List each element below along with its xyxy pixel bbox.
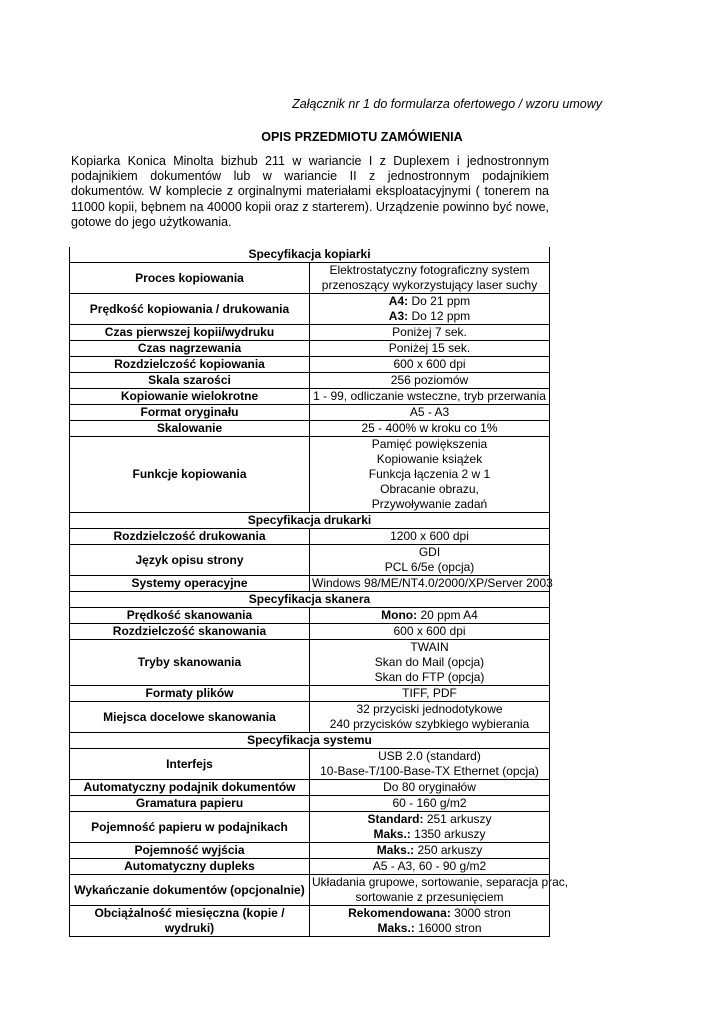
value-text: A5 - A3	[409, 405, 450, 419]
value-line	[312, 357, 547, 372]
section-title: Specyfikacja drukarki	[70, 513, 550, 529]
parameter-value	[310, 640, 550, 686]
table-row	[70, 749, 550, 780]
value-text: GDI	[418, 545, 441, 559]
table-row	[70, 843, 550, 859]
parameter-label: Gramatura papieru	[70, 796, 310, 812]
value-key: Maks.:	[373, 827, 411, 841]
value-line	[312, 373, 547, 388]
parameter-value	[310, 421, 550, 437]
parameter-value	[310, 749, 550, 780]
value-text: 240 przycisków szybkiego wybierania	[329, 717, 530, 731]
table-row	[70, 294, 550, 325]
value-text: 1350 arkuszy	[410, 827, 486, 841]
value-line	[312, 702, 547, 717]
table-row	[70, 341, 550, 357]
specification-table	[69, 247, 569, 937]
table-row	[70, 702, 550, 733]
section-header-row	[70, 247, 550, 263]
parameter-value	[310, 294, 550, 325]
value-text: 10-Base-T/100-Base-TX Ethernet (opcja)	[320, 764, 539, 778]
parameter-label: Rozdzielczość drukowania	[70, 529, 310, 545]
value-text: Do 80 oryginałów	[383, 780, 476, 794]
parameter-label: Automatyczny podajnik dokumentów	[70, 780, 310, 796]
table-row	[70, 263, 550, 294]
value-line	[312, 749, 547, 764]
parameter-label: Obciążalność miesięczna (kopie / wydruki)	[70, 906, 310, 937]
parameter-value	[310, 437, 550, 513]
intro-paragraph: Kopiarka Konica Minolta bizhub 211 w wariancie I z Duplexem i jednostronnym podajnikiem dokumentów lub w wariancie II z jednostronnym podajnikiem dokumentów. W komplecie z orginalnymi materiałami eksploatacyjnymi ( tonerem na 11000 kopii, bębnem na 40000 kopii oraz z starterem). Urządzenie powinno być nowe, gotowe do jego użytkowania.	[71, 154, 549, 229]
table-row	[70, 875, 550, 906]
value-key: Mono:	[381, 608, 418, 622]
value-line	[312, 827, 547, 842]
table-row	[70, 545, 550, 576]
value-text: Poniżej 7 sek.	[392, 325, 467, 339]
parameter-value	[310, 702, 550, 733]
parameter-label: Format oryginału	[70, 405, 310, 421]
parameter-value	[310, 357, 550, 373]
value-line	[312, 906, 547, 921]
value-line	[312, 859, 547, 874]
parameter-label: Język opisu strony	[70, 545, 310, 576]
section-header-row	[70, 513, 550, 529]
parameter-value	[310, 812, 550, 843]
value-line	[312, 405, 547, 420]
value-line	[312, 875, 569, 890]
value-line	[312, 670, 547, 685]
value-line	[312, 717, 547, 732]
parameter-label: Formaty plików	[70, 686, 310, 702]
parameter-label: Prędkość skanowania	[70, 608, 310, 624]
parameter-label: Kopiowanie wielokrotne	[70, 389, 310, 405]
parameter-label: Miejsca docelowe skanowania	[70, 702, 310, 733]
parameter-value	[310, 325, 550, 341]
parameter-value	[310, 341, 550, 357]
parameter-value	[310, 859, 550, 875]
value-text: przenoszący wykorzystujący laser suchy	[321, 278, 538, 292]
value-text: sortowanie z przesunięciem	[355, 890, 504, 904]
value-line	[312, 294, 547, 309]
parameter-value	[310, 529, 550, 545]
value-text: Skan do FTP (opcja)	[374, 670, 485, 684]
table-row	[70, 421, 550, 437]
value-line	[312, 890, 547, 905]
value-line	[312, 497, 547, 512]
parameter-label: Automatyczny dupleks	[70, 859, 310, 875]
value-text: 32 przyciski jednodotykowe	[356, 702, 503, 716]
value-text: Do 21 ppm	[408, 294, 471, 308]
section-header-row	[70, 733, 550, 749]
parameter-value	[310, 608, 550, 624]
value-line	[312, 278, 547, 293]
value-text: 250 arkuszy	[414, 843, 483, 857]
table-row	[70, 608, 550, 624]
parameter-value	[310, 389, 550, 405]
value-key: Standard:	[367, 812, 424, 826]
value-text: 3000 stron	[450, 906, 511, 920]
value-text: TIFF, PDF	[402, 686, 457, 700]
table-row	[70, 780, 550, 796]
value-text: USB 2.0 (standard)	[378, 749, 481, 763]
parameter-label: Czas pierwszej kopii/wydruku	[70, 325, 310, 341]
value-key: A3:	[388, 309, 409, 323]
value-text: PCL 6/5e (opcja)	[384, 560, 475, 574]
value-line	[312, 421, 547, 436]
table-row	[70, 389, 550, 405]
value-line	[312, 624, 547, 639]
value-line	[312, 467, 547, 482]
parameter-value	[310, 624, 550, 640]
value-key: Maks.:	[376, 843, 415, 857]
parameter-label: Skala szarości	[70, 373, 310, 389]
value-key: A4:	[388, 294, 409, 308]
parameter-value	[310, 545, 550, 576]
parameter-label: Pojemność papieru w podajnikach	[70, 812, 310, 843]
value-text: TWAIN	[410, 640, 449, 654]
value-text: 16000 stron	[414, 921, 482, 935]
value-text: 25 - 400% w kroku co 1%	[361, 421, 498, 435]
value-text: Obracanie obrazu,	[380, 482, 479, 496]
value-text: 600 x 600 dpi	[393, 624, 466, 638]
value-line	[312, 437, 547, 452]
section-header-row	[70, 592, 550, 608]
parameter-value	[310, 576, 553, 592]
table-row	[70, 640, 550, 686]
table-row	[70, 796, 550, 812]
value-text: Przywoływanie zadań	[371, 497, 488, 511]
value-text: Windows 98/ME/NT4.0/2000/XP/Server 2003	[312, 576, 553, 590]
value-line	[312, 263, 547, 278]
value-line	[312, 389, 547, 404]
value-text: A5 - A3, 60 - 90 g/m2	[372, 859, 487, 873]
table-row	[70, 325, 550, 341]
value-text: Elektrostatyczny fotograficzny system	[329, 263, 530, 277]
value-line	[312, 796, 547, 811]
value-text: 1 - 99, odliczanie wsteczne, tryb przerwania	[313, 389, 546, 403]
value-line	[312, 640, 547, 655]
annex-note: Załącznik nr 1 do formularza ofertowego / wzoru umowy	[292, 97, 602, 111]
value-line	[312, 921, 547, 936]
parameter-value	[310, 373, 550, 389]
parameter-label: Czas nagrzewania	[70, 341, 310, 357]
table-row	[70, 812, 550, 843]
parameter-label: Proces kopiowania	[70, 263, 310, 294]
value-line	[312, 341, 547, 356]
parameter-label: Prędkość kopiowania / drukowania	[70, 294, 310, 325]
parameter-value	[310, 405, 550, 421]
value-line	[312, 482, 547, 497]
value-line	[312, 780, 547, 795]
value-line	[312, 452, 547, 467]
value-line	[312, 812, 547, 827]
value-text: 60 - 160 g/m2	[392, 796, 467, 810]
value-text: 20 ppm A4	[417, 608, 478, 622]
parameter-label: Pojemność wyjścia	[70, 843, 310, 859]
document-title: OPIS PRZEDMIOTU ZAMÓWIENIA	[261, 130, 463, 144]
parameter-label: Tryby skanowania	[70, 640, 310, 686]
table-row	[70, 686, 550, 702]
table-row	[70, 624, 550, 640]
parameter-label: Systemy operacyjne	[70, 576, 310, 592]
table-row	[70, 357, 550, 373]
table-row	[70, 373, 550, 389]
section-title: Specyfikacja kopiarki	[70, 247, 550, 263]
value-line	[312, 309, 547, 324]
parameter-value	[310, 686, 550, 702]
value-text: Poniżej 15 sek.	[388, 341, 471, 355]
parameter-value	[310, 875, 569, 906]
table-row	[70, 576, 550, 592]
value-line	[312, 764, 547, 779]
table-row	[70, 859, 550, 875]
parameter-value	[310, 263, 550, 294]
table-row	[70, 437, 550, 513]
value-key: Rekomendowana:	[348, 906, 451, 920]
value-line	[312, 843, 547, 858]
value-line	[312, 655, 547, 670]
value-line	[312, 529, 547, 544]
parameter-label: Funkcje kopiowania	[70, 437, 310, 513]
value-text: Układania grupowe, sortowanie, separacja prac,	[312, 875, 569, 889]
parameter-label: Rozdzielczość skanowania	[70, 624, 310, 640]
parameter-value	[310, 780, 550, 796]
section-title: Specyfikacja systemu	[70, 733, 550, 749]
parameter-label: Rozdzielczość kopiowania	[70, 357, 310, 373]
table-row	[70, 906, 550, 937]
value-line	[312, 608, 547, 623]
parameter-value	[310, 906, 550, 937]
value-text: Kopiowanie książek	[376, 452, 483, 466]
value-text: 600 x 600 dpi	[393, 357, 466, 371]
value-text: Do 12 ppm	[408, 309, 471, 323]
parameter-value	[310, 843, 550, 859]
value-key: Maks.:	[377, 921, 415, 935]
parameter-label: Skalowanie	[70, 421, 310, 437]
value-text: Skan do Mail (opcja)	[374, 655, 485, 669]
value-text: 256 poziomów	[390, 373, 469, 387]
value-text: 1200 x 600 dpi	[390, 529, 469, 543]
parameter-value	[310, 796, 550, 812]
table-row	[70, 529, 550, 545]
parameter-label: Interfejs	[70, 749, 310, 780]
table-row	[70, 405, 550, 421]
parameter-label: Wykańczanie dokumentów (opcjonalnie)	[70, 875, 310, 906]
value-text: Pamięć powiększenia	[371, 437, 488, 451]
value-text: Funkcja łączenia 2 w 1	[368, 467, 491, 481]
value-text: 251 arkuszy	[423, 812, 492, 826]
value-line	[312, 686, 547, 701]
section-title: Specyfikacja skanera	[70, 592, 550, 608]
value-line	[312, 560, 547, 575]
value-line	[312, 545, 547, 560]
value-line	[312, 325, 547, 340]
value-line	[312, 576, 553, 591]
